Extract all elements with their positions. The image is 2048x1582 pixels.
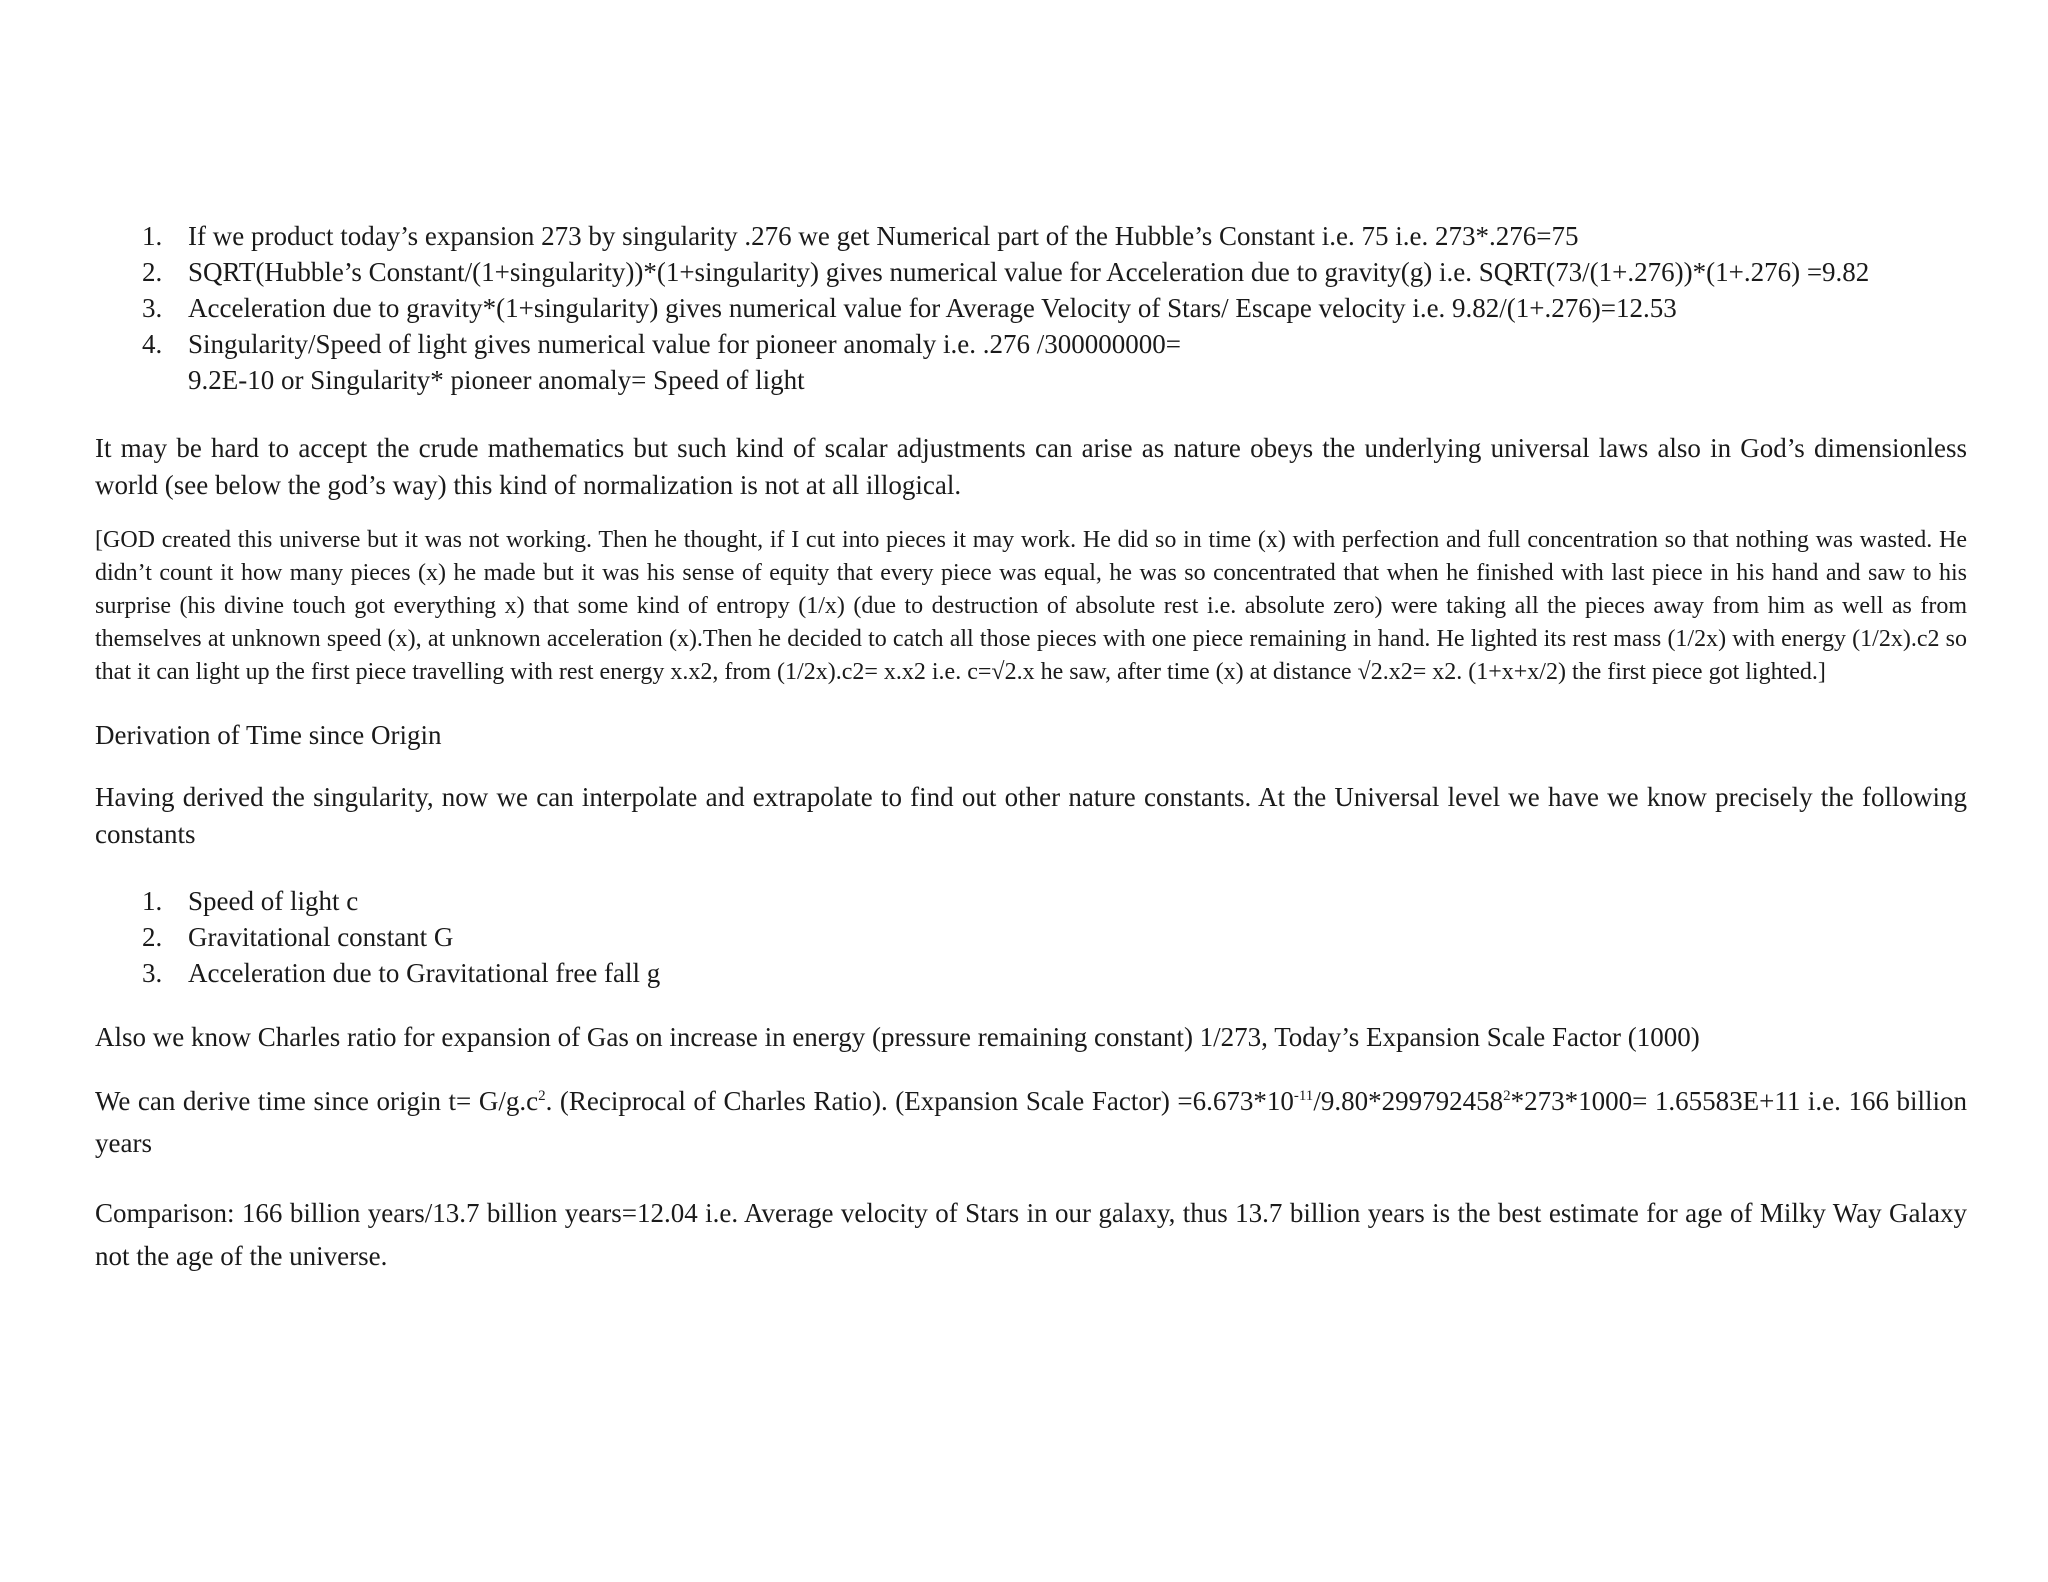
formula-superscript: 2 [1503,1088,1511,1104]
list-item-text: Acceleration due to gravity*(1+singularity) gives numerical value for Average Velocity of Stars/ Escape velocity i.e. 9.82/(1+.276)=12.53 [188,293,1677,323]
paragraph-crude-mathematics: It may be hard to accept the crude mathematics but such kind of scalar adjustments can arise as nature obeys the underlying universal laws also in God’s dimensionless world (see below the god’s way) this kind of normalization is not at all illogical. [95,433,1967,500]
numbered-list-relations [95,218,1967,398]
list-item-text: Acceleration due to Gravitational free fall g [188,958,661,988]
list-number: 4. [142,329,163,359]
list-number: 2. [142,922,163,952]
list-item [95,254,1967,290]
list-item [95,218,1967,254]
paragraph-time-formula [95,1080,1967,1164]
list-item [95,955,1967,991]
formula-text: . (Reciprocal of Charles Ratio). (Expansion Scale Factor) =6.673*10 [545,1086,1294,1116]
paragraph-charles-ratio: Also we know Charles ratio for expansion of Gas on increase in energy (pressure remaining constant) 1/273, Today’s Expansion Scale Factor (1000) [95,1022,1700,1052]
formula-superscript: 2 [538,1088,546,1104]
list-item [95,326,1967,398]
list-item-text: Singularity/Speed of light gives numerical value for pioneer anomaly i.e. .276 /300000000= [188,329,1182,359]
list-item [95,919,1967,955]
list-number: 1. [142,886,163,916]
list-item-text: If we product today’s expansion 273 by singularity .276 we get Numerical part of the Hubble’s Constant i.e. 75 i.e. 273*.276=75 [188,221,1579,251]
list-item-text: Gravitational constant G [188,922,454,952]
list-item-text: SQRT(Hubble’s Constant/(1+singularity))*(1+singularity) gives numerical value for Acceleration due to gravity(g) i.e. SQRT(73/(1+.276))*(1+.276) =9.82 [188,257,1870,287]
paragraph-derived-singularity: Having derived the singularity, now we can interpolate and extrapolate to find out other nature constants. At the Universal level we have we know precisely the following constants [95,782,1967,849]
list-item [95,290,1967,326]
list-item-continuation: 9.2E-10 or Singularity* pioneer anomaly= Speed of light [188,365,805,395]
list-number: 3. [142,293,163,323]
formula-text: /9.80*299792458 [1313,1086,1504,1116]
paragraph-comparison: Comparison: 166 billion years/13.7 billion years=12.04 i.e. Average velocity of Stars in our galaxy, thus 13.7 billion years is the best estimate for age of Milky Way Galaxy not the age of the universe. [95,1198,1967,1271]
formula-superscript: -11 [1293,1088,1314,1104]
list-item-text: Speed of light c [188,886,359,916]
formula-text: *273*1000= 1.65583E+11 i.e. 166 billion years [95,1086,1968,1158]
list-number: 2. [142,257,163,287]
list-number: 1. [142,221,163,251]
numbered-list-constants [95,883,1967,991]
section-heading: Derivation of Time since Origin [95,720,442,750]
list-item [95,883,1967,919]
paragraph-god-way: [GOD created this universe but it was not working. Then he thought, if I cut into pieces it may work. He did so in time (x) with perfection and full concentration so that nothing was wasted. He didn’t count it how many pieces (x) he made but it was his sense of equity that every piece was equal, he was so concentrated that when he finished with last piece in his hand and saw to his surprise (his divine touch got everything x) that some kind of entropy (1/x) (due to destruction of absolute rest i.e. absolute zero) were taking all the pieces away from him as well as from themselves at unknown speed (x), at unknown acceleration (x).Then he decided to catch all those pieces with one piece remaining in hand. He lighted its rest mass (1/2x) with energy (1/2x).c2 so that it can light up the first piece travelling with rest energy x.x2, from (1/2x).c2= x.x2 i.e. c=√2.x he saw, after time (x) at distance √2.x2= x2. (1+x+x/2) the first piece got lighted.] [95,527,1967,685]
document-page [95,218,1967,1278]
formula-text: We can derive time since origin t= G/g.c [95,1086,539,1116]
list-number: 3. [142,958,163,988]
